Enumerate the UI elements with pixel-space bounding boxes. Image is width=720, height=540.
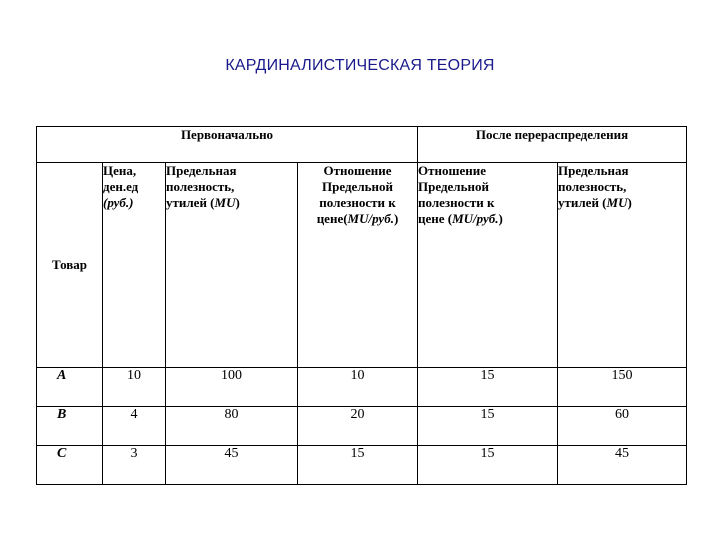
header-mu-line1: Предельная [166,163,237,178]
row-price: 10 [103,368,166,407]
header-ratio2-unit: MU/руб. [452,211,499,226]
header-ratio1-line1: Отношение [323,163,392,178]
header-ratio2-text: цене ( [418,211,453,226]
row-goods-name: A [37,368,103,407]
header-ratio-after [418,163,558,368]
header-mu2-abbr: MU [606,195,628,210]
row-marginal-utility-after: 150 [558,368,687,407]
table-row [37,407,687,446]
header-ratio2-line2: Предельной [418,179,489,194]
row-price: 4 [103,407,166,446]
table-row [37,446,687,485]
header-marginal-utility-after [558,163,687,368]
header-mu-line3 [166,195,297,211]
header-ratio2-line1: Отношение [418,163,486,178]
header-mu-text: утилей ( [166,195,215,210]
row-ratio-after: 15 [418,407,558,446]
header-mu-paren: ) [235,195,240,210]
header-mu-abbr: MU [214,195,236,210]
row-ratio-after: 15 [418,446,558,485]
row-goods-name: B [37,407,103,446]
header-mu2-line2: полезность, [558,179,627,194]
header-ratio1-line2: Предельной [322,179,393,194]
group-after: После перераспределения [418,127,687,163]
header-mu-line2: полезность, [166,179,235,194]
header-mu2-text: утилей ( [558,195,607,210]
header-mu2-line1: Предельная [558,163,629,178]
table-row [37,368,687,407]
header-ratio1-line3: полезности к [319,195,396,210]
header-price-line2: ден.ед [103,179,139,194]
row-ratio: 20 [298,407,418,446]
header-mu2-paren: ) [627,195,632,210]
row-ratio: 15 [298,446,418,485]
header-goods [37,163,103,368]
slide-title: КАРДИНАЛИСТИЧЕСКАЯ ТЕОРИЯ [225,57,495,74]
header-goods-label: Товар [51,257,87,272]
row-ratio-after: 15 [418,368,558,407]
row-marginal-utility: 45 [166,446,298,485]
utility-table [36,126,687,485]
header-ratio1-line4 [298,211,417,227]
header-ratio1-text: цене( [316,211,348,226]
row-price: 3 [103,446,166,485]
header-price-line1: Цена, [103,163,137,178]
header-mu2-line3 [558,195,686,211]
row-ratio: 10 [298,368,418,407]
row-goods-name: C [37,446,103,485]
group-header-row [37,127,687,163]
header-marginal-utility [166,163,298,368]
header-ratio2-line3: полезности к [418,195,495,210]
group-initial: Первоначально [37,127,418,163]
row-marginal-utility-after: 45 [558,446,687,485]
column-header-row [37,163,687,368]
header-ratio2-paren: ) [498,211,503,226]
header-price-line3: (руб.) [103,195,134,210]
header-price [103,163,166,368]
header-ratio2-line4 [418,211,557,227]
header-ratio1-paren: ) [393,211,399,226]
row-marginal-utility: 80 [166,407,298,446]
row-marginal-utility-after: 60 [558,407,687,446]
header-ratio1-unit: MU/руб. [347,211,394,226]
row-marginal-utility: 100 [166,368,298,407]
header-ratio-initial [298,163,418,368]
